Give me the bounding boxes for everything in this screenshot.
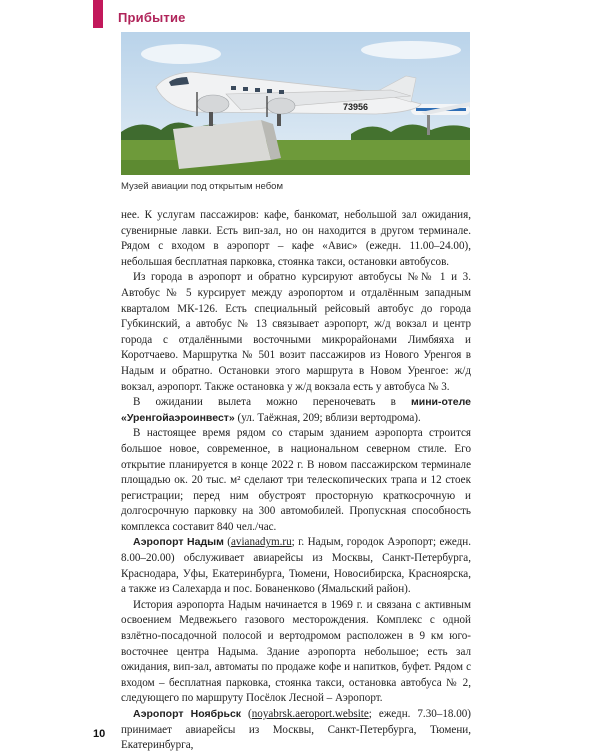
paren-open: (: [223, 536, 231, 549]
noyabrsk-airport-text: ; ежедн. 7.30–18.00) принимает авиарейсы из Москвы, Санкт-Петербурга, Тюмени, Екатеринбурга,: [121, 708, 471, 752]
nadym-airport-text: ; г. Надым, городок Аэропорт; ежедн. 8.00–20.00) обслуживает авиарейсы из Москвы, Санкт-Петербурга, Краснодара, Уфы, Екатеринбурга, Тюмени, Новосибирска, Красноярска, а также из Салехарда и пос. Бованенково (Ямальский район).: [121, 536, 472, 596]
paragraph: Из города в аэропорт и обратно курсируют автобусы №№ 1 и 3. Автобус № 5 курсирует между аэропортом и отдалённым западным кварталом МК-126. Есть специальный рейсовый автобус до города Губкинский, а автобус № 13 связывает аэропорт, ж/д вокзал и центр города с отдалёнными восточными микрорайонами Лимбяяха и Коротчаево. Маршрутка № 501 возит пассажиров из Нового Уренгоя в Надым и обратно. Остановки этого маршрута в Новом Уренгое: ж/д вокзал, аэропорт. Также остановка у ж/д вокзала есть у автобуса № 3.: [121, 271, 471, 393]
section-marker-bar: [93, 0, 103, 28]
aviation-museum-photo: [121, 32, 470, 175]
airport-name-noyabrsk: Аэропорт Ноябрьск: [133, 708, 242, 720]
paragraph: История аэропорта Надым начинается в 1969 г. и связана с активным освоением Медвежьего газового месторождения. Комплекс с одной взлётно-посадочной полосой и вертодромом расположен в 9 км юго-восточнее центра Надыма. Здание аэропорта небольшое; есть зал ожидания, вип-зал, автоматы по продаже кофе и напитков, буфет. Рядом с входом – бесплатная парковка, стоянка такси, остановка автобуса № 2, следующего по маршруту Посёлок Лесной – Аэропорт.: [121, 598, 471, 705]
noyabrsk-link[interactable]: noyabrsk.aeroport.website: [251, 708, 369, 720]
avianadym-link[interactable]: avianadym.ru: [230, 536, 292, 549]
hotel-lead-text: В ожидании вылета можно переночевать в: [133, 396, 411, 409]
photo-caption: Музей авиации под открытым небом: [121, 181, 283, 192]
paragraph-noyabrsk-airport: [121, 707, 471, 754]
paragraph: нее. К услугам пассажиров: кафе, банкомат, небольшой зал ожидания, сувенирные лавки. Есть вип-зал, но он находится в другом терминале. Рядом с входом в аэропорт – кафе «Авис» (ежедн. 11.00–24.00), небольшая бесплатная парковка, стоянка такси, остановки автобусов.: [121, 209, 471, 268]
aircraft-registration-text: 73956: [343, 102, 369, 112]
hotel-address: (ул. Таёжная, 209; вблизи вертодрома).: [234, 411, 421, 424]
paragraph: В настоящее время рядом со старым зданием аэропорта строится большое новое, современное, в национальном северном стиле. Его открытие планируется в конце 2022 г. В новом пассажирском терминале площадью ок. 20 тыс. м² сделают три телескопических трапа и 12 стоек регистрации; перед ним обустроят просторную краткосрочную и долгосрочную парковку на 300 автомобилей. Пропускная способность комплекса составит 840 чел./час.: [121, 427, 471, 533]
hotel-name: мини-отеле «Уренгойаэроинвест»: [121, 396, 471, 424]
paragraph-hotel: [121, 395, 471, 426]
page-number: 10: [93, 728, 106, 740]
paragraph-nadym-airport: [121, 535, 471, 597]
paren-open: (: [241, 708, 252, 720]
section-title: Прибытие: [118, 10, 186, 25]
airport-name-nadym: Аэропорт Надым: [133, 536, 224, 549]
body-text: [121, 208, 471, 754]
